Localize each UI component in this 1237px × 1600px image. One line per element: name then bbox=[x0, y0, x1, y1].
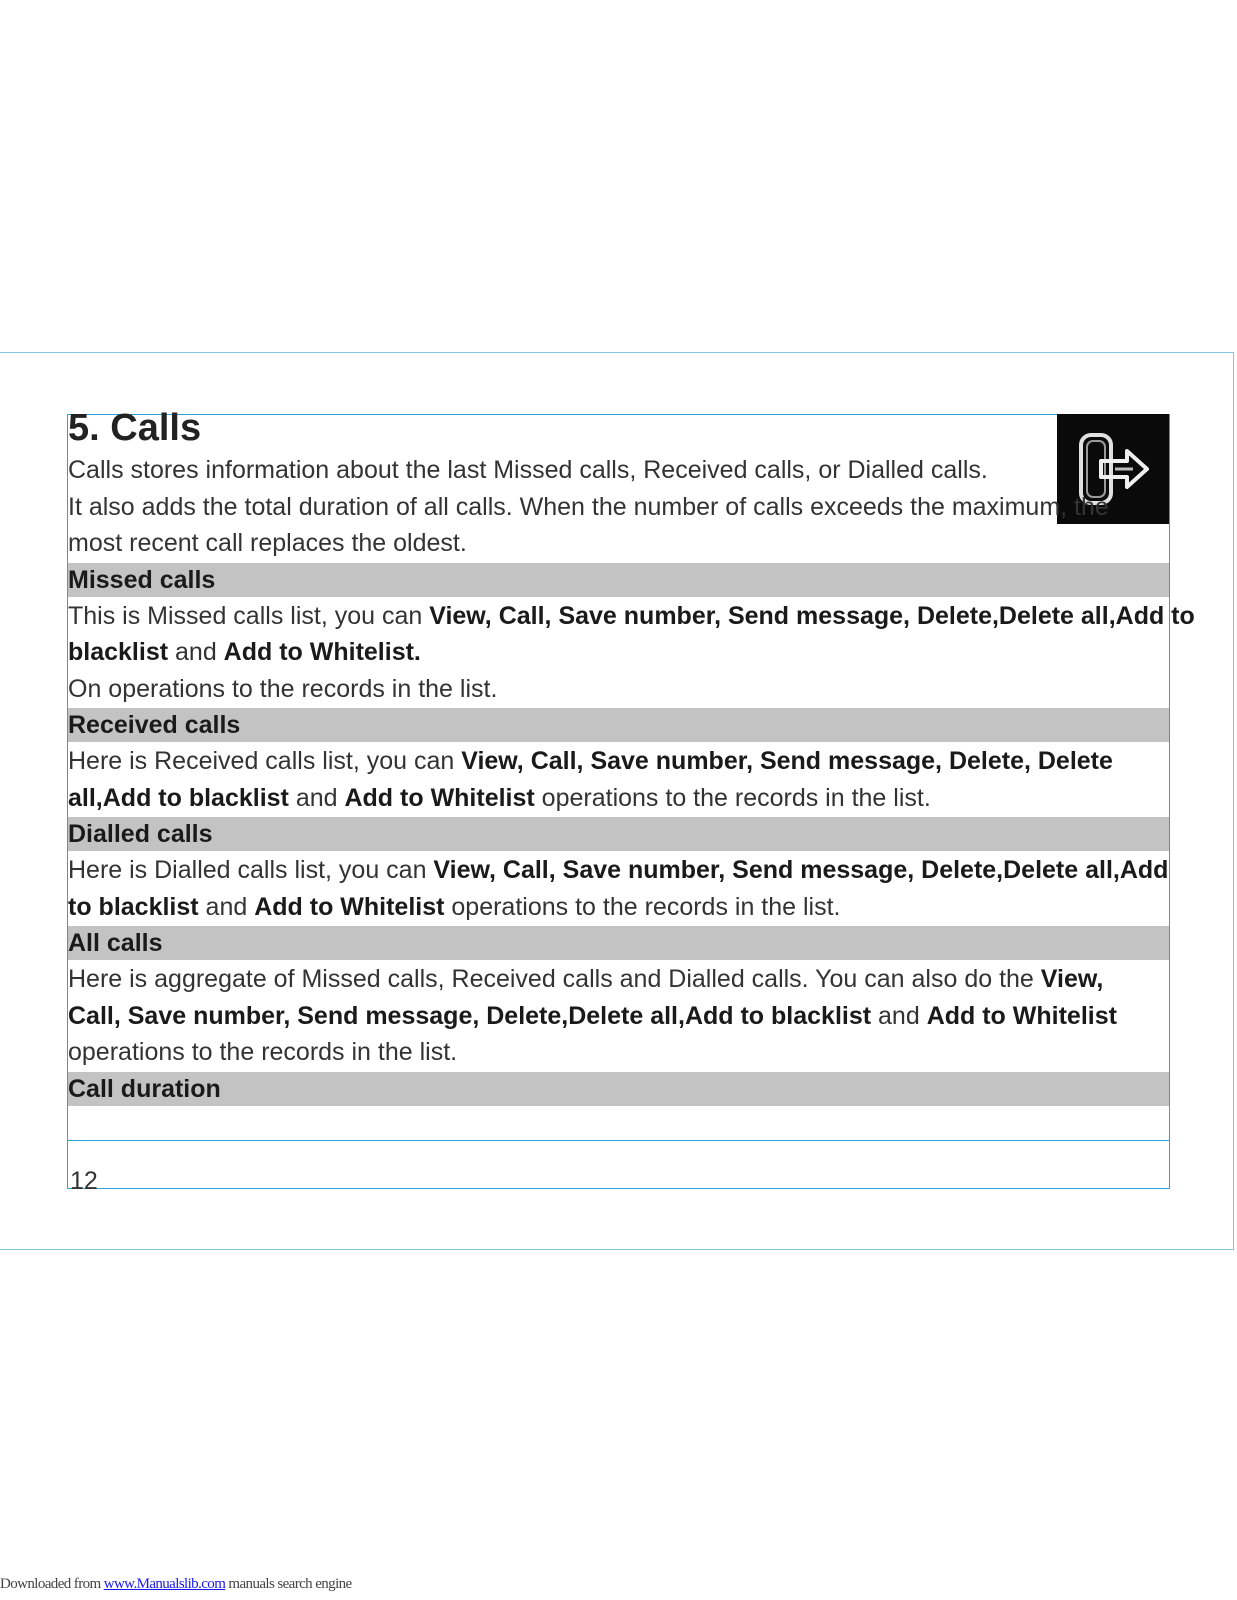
intro-paragraph-2: It also adds the total duration of all calls. When the number of calls exceeds the maximum, the most recent call replaces the oldest. bbox=[68, 492, 1109, 557]
received-calls-text bbox=[68, 743, 1128, 816]
missed-text-a: This is Missed calls list, you can bbox=[68, 601, 430, 630]
received-operations: View, Call, Save number, Send message, Delete, Delete all,Add to blacklist bbox=[68, 747, 1113, 812]
dialled-whitelist: Add to Whitelist bbox=[254, 892, 445, 921]
all-whitelist: Add to Whitelist bbox=[926, 1001, 1117, 1030]
dialled-operations: View, Call, Save number, Send message, Delete,Delete all,Add to blacklist bbox=[68, 856, 1169, 921]
frame-divider bbox=[67, 1140, 1170, 1141]
missed-operations: View, Call, Save number, Send message, Delete,Delete all,Add to blacklist bbox=[68, 601, 1195, 666]
section-header-dialled: Dialled calls bbox=[68, 817, 1169, 851]
missed-calls-text-2: On operations to the records in the list. bbox=[68, 674, 498, 703]
received-text-a: Here is Received calls list, you can bbox=[68, 747, 462, 775]
section-header-all: All calls bbox=[68, 926, 1169, 960]
missed-whitelist: Add to Whitelist. bbox=[223, 638, 421, 666]
all-calls-text bbox=[68, 961, 1158, 1071]
all-text-b: and bbox=[871, 1001, 927, 1030]
received-whitelist: Add to Whitelist bbox=[344, 783, 535, 812]
main-content bbox=[68, 404, 1198, 1107]
received-text-c: operations to the records in the list. bbox=[534, 783, 931, 812]
missed-text-b: and bbox=[168, 638, 224, 666]
missed-calls-text bbox=[68, 598, 1198, 671]
section-header-duration: Call duration bbox=[68, 1072, 1169, 1106]
dialled-text-b: and bbox=[198, 892, 255, 921]
intro-paragraph: Calls stores information about the last Missed calls, Received calls, or Dialled calls. bbox=[68, 456, 988, 484]
footer-suffix: manuals search engine bbox=[225, 1576, 352, 1592]
page-title: 5. Calls bbox=[68, 407, 202, 449]
dialled-text-a: Here is Dialled calls list, you can bbox=[68, 856, 434, 884]
all-operations: View, Call, Save number, Send message, Delete,Delete all,Add to blacklist bbox=[68, 965, 1104, 1030]
dialled-calls-text bbox=[68, 852, 1198, 925]
all-text-a: Here is aggregate of Missed calls, Received calls and Dialled calls. You can also do the bbox=[68, 965, 1041, 993]
footer-prefix: Downloaded from bbox=[0, 1576, 104, 1592]
dialled-text-c: operations to the records in the list. bbox=[444, 892, 841, 921]
page-number: 12 bbox=[70, 1167, 98, 1195]
received-text-b: and bbox=[288, 783, 345, 812]
download-footer bbox=[0, 1576, 352, 1593]
section-header-received: Received calls bbox=[68, 708, 1169, 742]
section-header-missed: Missed calls bbox=[68, 563, 1169, 597]
manualslib-link[interactable]: www.Manualslib.com bbox=[103, 1576, 226, 1592]
all-text-c: operations to the records in the list. bbox=[68, 1038, 458, 1066]
